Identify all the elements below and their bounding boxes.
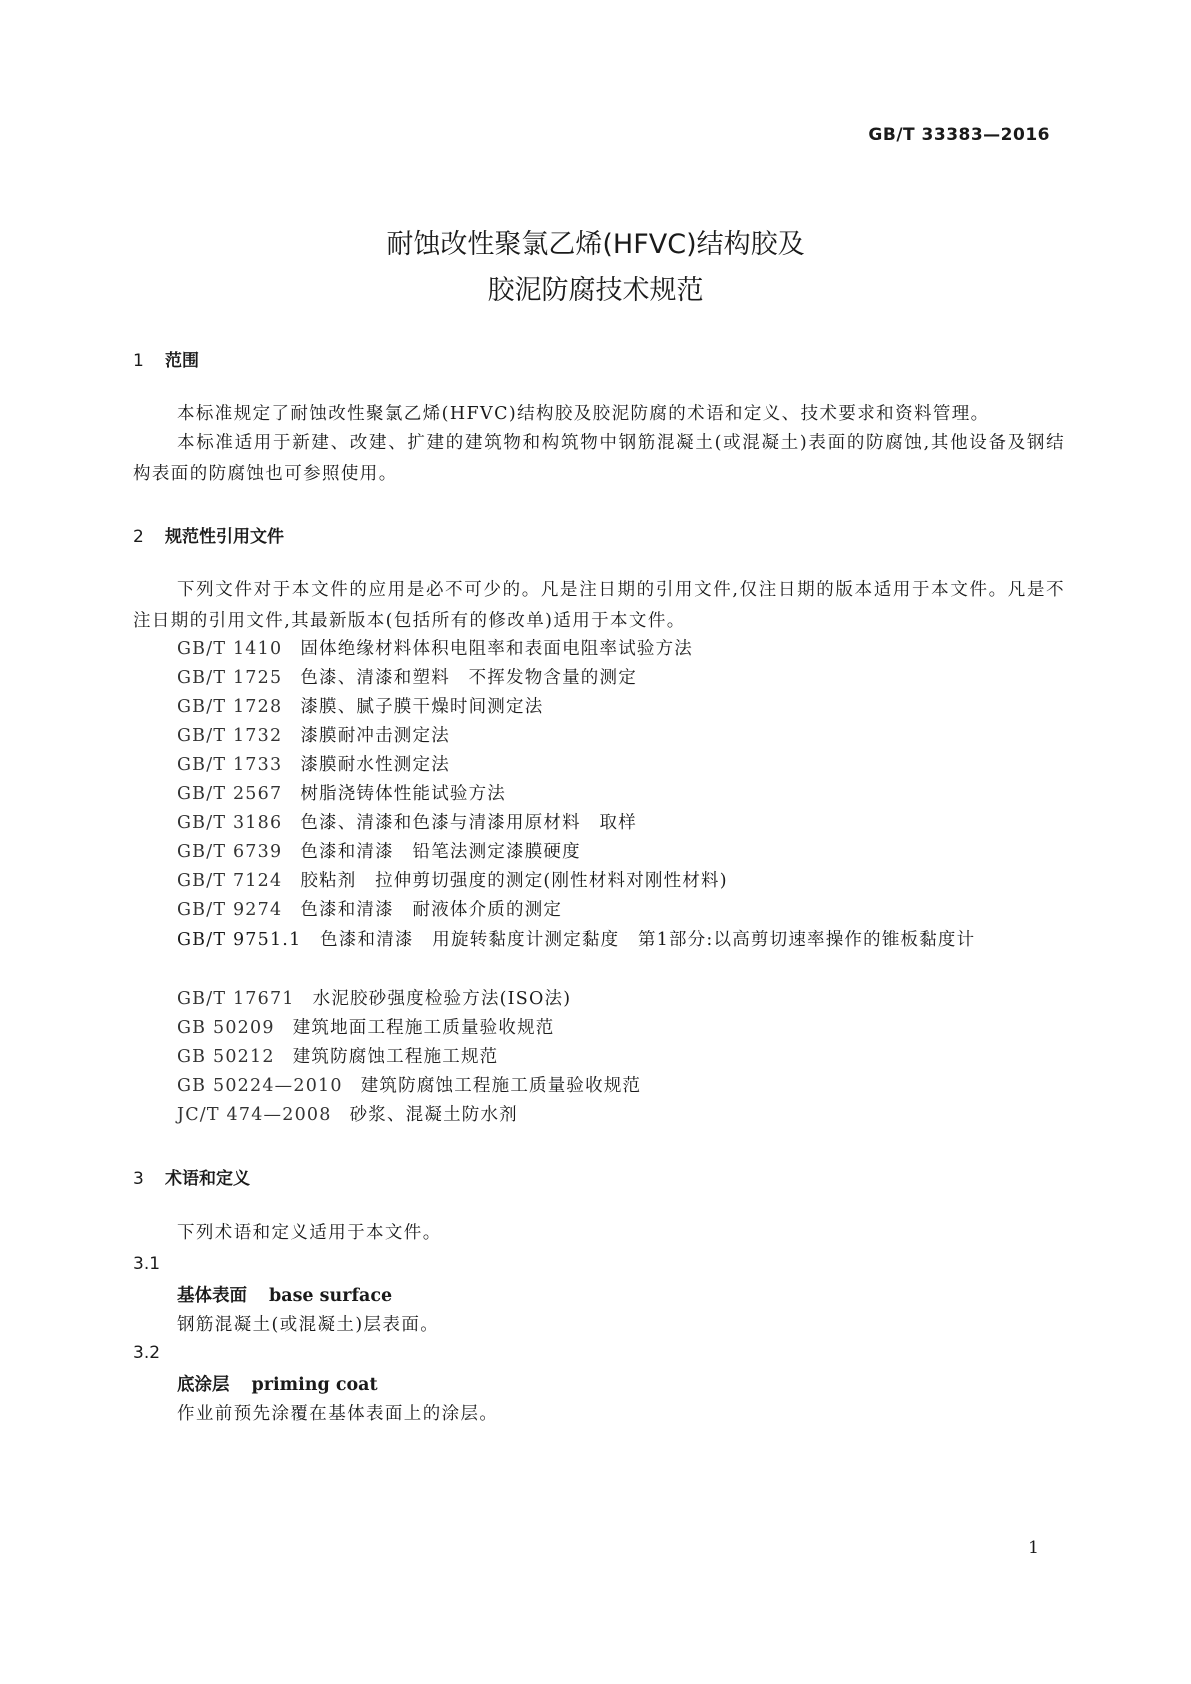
section-number: 1 (133, 351, 144, 371)
section-title: 术语和定义 (165, 1169, 250, 1189)
term-number: 3.1 (133, 1254, 161, 1274)
section-3-intro: 下列术语和定义适用于本文件。 (177, 1223, 442, 1243)
reference-item: GB/T 1725 色漆、清漆和塑料 不挥发物含量的测定 (177, 668, 637, 688)
reference-item-long: GB/T 9751.1 色漆和清漆 用旋转黏度计测定黏度 第1部分:以高剪切速率操作的锥板黏度计 (177, 930, 976, 950)
term-heading: 底涂层 priming coat (177, 1375, 378, 1395)
standard-code: GB/T 33383—2016 (868, 125, 1050, 145)
section-title: 范围 (165, 351, 199, 371)
section-3-heading (133, 1164, 250, 1189)
section-1-paragraph-1: 本标准规定了耐蚀改性聚氯乙烯(HFVC)结构胶及胶泥防腐的术语和定义、技术要求和资料管理。 (177, 404, 990, 424)
reference-item: GB/T 2567 树脂浇铸体性能试验方法 (177, 784, 507, 804)
reference-item: GB 50212 建筑防腐蚀工程施工规范 (177, 1047, 499, 1067)
section-2-heading (133, 522, 284, 547)
reference-item: GB 50224—2010 建筑防腐蚀工程施工质量验收规范 (177, 1076, 642, 1096)
section-title: 规范性引用文件 (165, 527, 284, 547)
term-definition: 钢筋混凝土(或混凝土)层表面。 (177, 1315, 440, 1335)
term-heading: 基体表面 base surface (177, 1286, 393, 1306)
term-definition: 作业前预先涂覆在基体表面上的涂层。 (177, 1404, 499, 1424)
reference-item: GB/T 17671 水泥胶砂强度检验方法(ISO法) (177, 989, 572, 1009)
section-1-heading (133, 346, 199, 371)
reference-item: JC/T 474—2008 砂浆、混凝土防水剂 (177, 1105, 518, 1125)
reference-item: GB/T 1410 固体绝缘材料体积电阻率和表面电阻率试验方法 (177, 639, 694, 659)
term-number: 3.2 (133, 1343, 161, 1363)
document-title-line-1: 耐蚀改性聚氯乙烯(HFVC)结构胶及 (386, 229, 805, 260)
page-number: 1 (1028, 1538, 1039, 1558)
reference-item: GB/T 6739 色漆和清漆 铅笔法测定漆膜硬度 (177, 842, 581, 862)
reference-item: GB 50209 建筑地面工程施工质量验收规范 (177, 1018, 555, 1038)
reference-item: GB/T 7124 胶粘剂 拉伸剪切强度的测定(刚性材料对刚性材料) (177, 871, 728, 891)
reference-item: GB/T 9274 色漆和清漆 耐液体介质的测定 (177, 900, 563, 920)
section-number: 3 (133, 1169, 144, 1189)
reference-item: GB/T 1732 漆膜耐冲击测定法 (177, 726, 450, 746)
section-1-paragraph-2: 本标准适用于新建、改建、扩建的建筑物和构筑物中钢筋混凝土(或混凝土)表面的防腐蚀,其他设备及钢结构表面的防腐蚀也可参照使用。 (133, 433, 1065, 484)
reference-item: GB/T 3186 色漆、清漆和色漆与清漆用原材料 取样 (177, 813, 637, 833)
section-2-intro: 下列文件对于本文件的应用是必不可少的。凡是注日期的引用文件,仅注日期的版本适用于本文件。凡是不注日期的引用文件,其最新版本(包括所有的修改单)适用于本文件。 (133, 580, 1065, 631)
reference-item: GB/T 1728 漆膜、腻子膜干燥时间测定法 (177, 697, 544, 717)
reference-item: GB/T 1733 漆膜耐水性测定法 (177, 755, 450, 775)
document-title-line-2: 胶泥防腐技术规范 (487, 275, 704, 306)
section-number: 2 (133, 527, 144, 547)
